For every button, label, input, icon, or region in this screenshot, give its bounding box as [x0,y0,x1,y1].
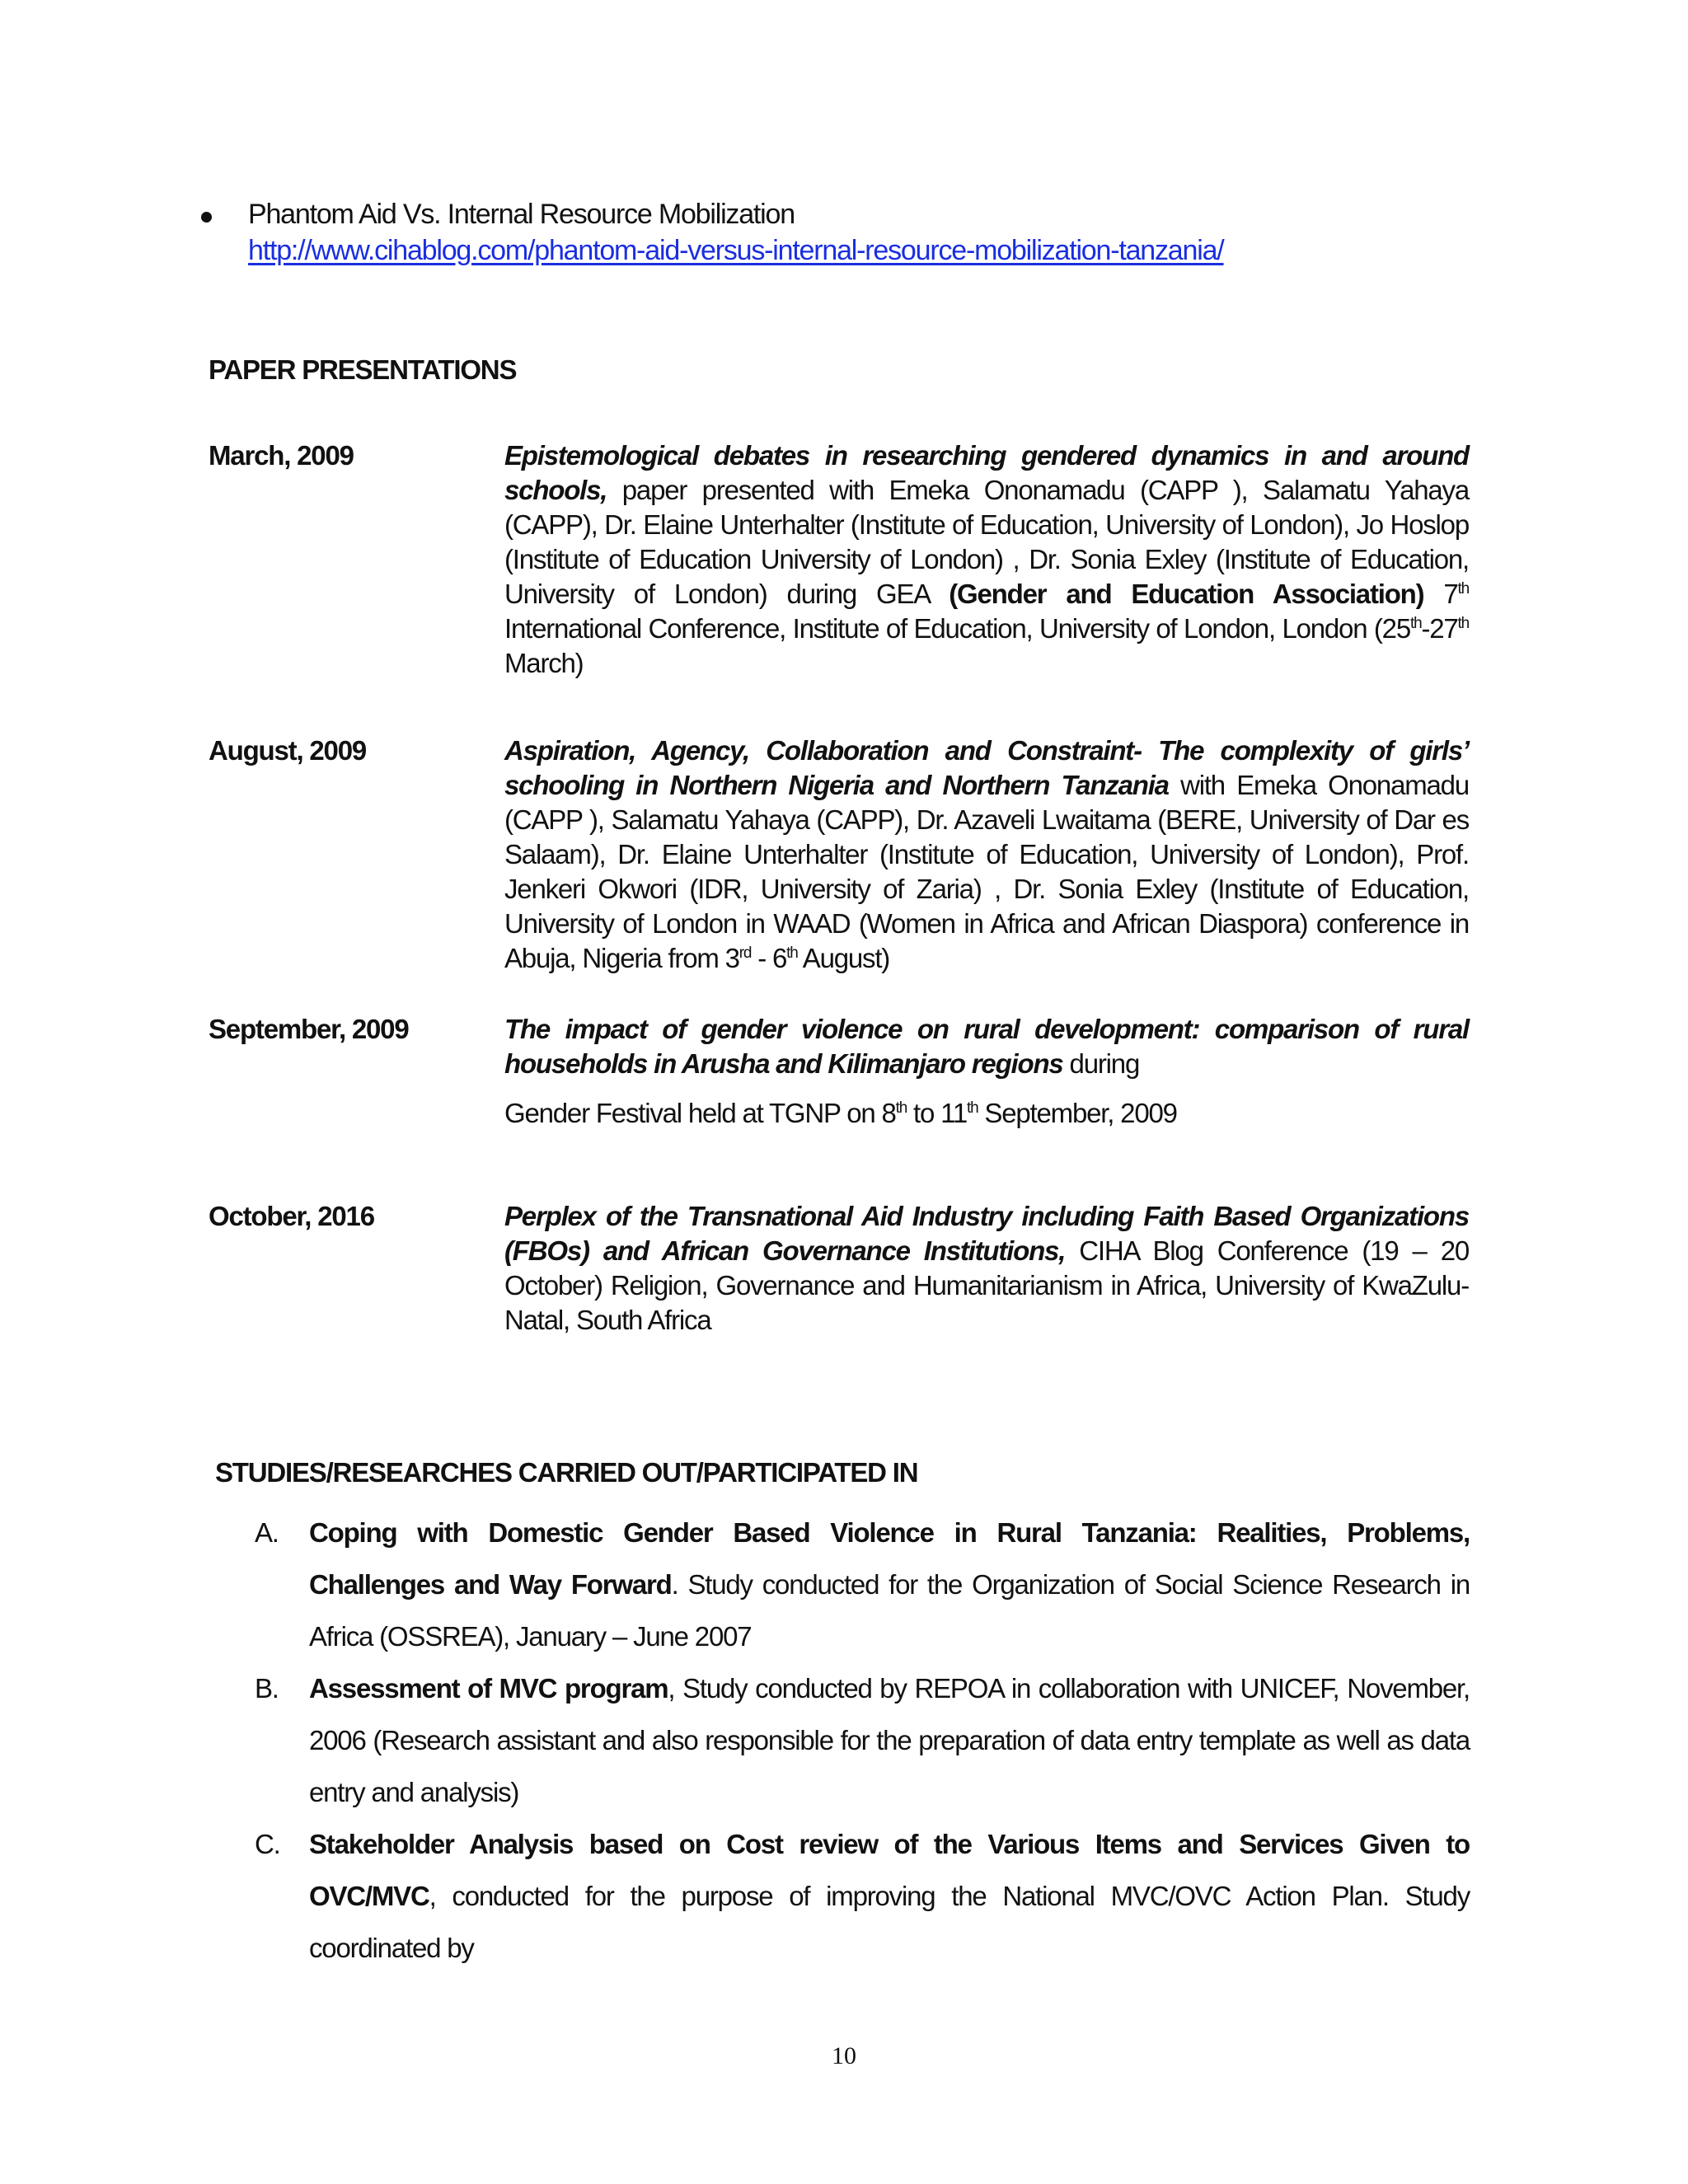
study-text: , conducted for the purpose of improving the National MVC/OVC Action Plan. Study coordinated by [309,1881,1470,1963]
presentation-description: Epistemological debates in researching gendered dynamics in and around schools, paper presented with Emeka Ononamadu (CAPP ), Salamatu Yahaya (CAPP), Dr. Elaine Unterhalter (Institute of Education, University of London), Jo Hoslop (Institute of Education University of London) , Dr. Sonia Exley (Institute of Education, University of London) during GEA (Gender and Education Association) 7th International Conference, Institute of Education, University of London, London (25th-27th March) [504,440,1469,678]
study-title: Coping with Domestic Gender Based Violence in Rural Tanzania: Realities, Problems, Challenges and Way Forward [309,1517,1470,1600]
study-letter: A. [255,1517,279,1548]
studies-list [255,1507,1470,1974]
study-title: Assessment of MVC program [309,1673,668,1704]
page-number: 10 [832,2042,856,2069]
presentation-date: March, 2009 [209,440,354,471]
study-text: . Study conducted for the Organization of Social Science Research in Africa (OSSREA), January – June 2007 [309,1569,1470,1652]
presentation-description: Perplex of the Transnational Aid Industry including Faith Based Organizations (FBOs) and African Governance Institutions, CIHA Blog Conference (19 – 20 October) Religion, Governance and Humanitarianism in Africa, University of KwaZulu-Natal, South Africa [504,1201,1469,1335]
presentation-title: Aspiration, Agency, Collaboration and Constraint- The complexity of girls’ schooling in Northern Nigeria and Northern Tanzania [504,735,1469,800]
study-item [255,1818,1470,1974]
study-letter: B. [255,1673,279,1704]
study-item [255,1507,1470,1662]
study-text: , Study conducted by REPOA in collaboration with UNICEF, November, 2006 (Research assistant and also responsible for the preparation of data entry template as well as data entry and analysis) [309,1673,1470,1807]
study-letter: C. [255,1829,280,1859]
presentation-description: The impact of gender violence on rural development: comparison of rural households in Arusha and Kilimanjaro regions during Gender Festival held at TGNP on 8th to 11th September, 2009 [504,1012,1469,1131]
bullet-url-link[interactable]: http://www.cihablog.com/phantom-aid-versus-internal-resource-mobilization-tanzania/ [248,235,1224,266]
bullet-title: Phantom Aid Vs. Internal Resource Mobilization [248,199,795,230]
presentation-date: September, 2009 [209,1014,409,1044]
bullet-icon [201,212,212,223]
presentation-title: The impact of gender violence on rural development: comparison of rural households in Arusha and Kilimanjaro regions [504,1014,1469,1079]
presentation-date: October, 2016 [209,1201,374,1231]
presentation-venue: Gender Festival held at TGNP on 8th to 11th September, 2009 [504,1098,1177,1128]
study-title: Stakeholder Analysis based on Cost review of the Various Items and Services Given to OVC/MVC [309,1829,1470,1911]
presentation-title: Perplex of the Transnational Aid Industry including Faith Based Organizations (FBOs) and African Governance Institutions, [504,1201,1469,1266]
presentation-date: August, 2009 [209,735,366,766]
studies-heading: STUDIES/RESEARCHES CARRIED OUT/PARTICIPATED IN [215,1457,918,1488]
presentation-description: Aspiration, Agency, Collaboration and Constraint- The complexity of girls’ schooling in Northern Nigeria and Northern Tanzania with Emeka Ononamadu (CAPP ), Salamatu Yahaya (CAPP), Dr. Azaveli Lwaitama (BERE, University of Dar es Salaam), Dr. Elaine Unterhalter (Institute of Education, University of London), Prof. Jenkeri Okwori (IDR, University of Zaria) , Dr. Sonia Exley (Institute of Education, University of London in WAAD (Women in Africa and African Diaspora) conference in Abuja, Nigeria from 3rd - 6th August) [504,735,1469,973]
paper-presentations-heading: PAPER PRESENTATIONS [209,354,517,385]
presentation-title: Epistemological debates in researching gendered dynamics in and around schools, [504,440,1469,505]
study-item [255,1662,1470,1818]
